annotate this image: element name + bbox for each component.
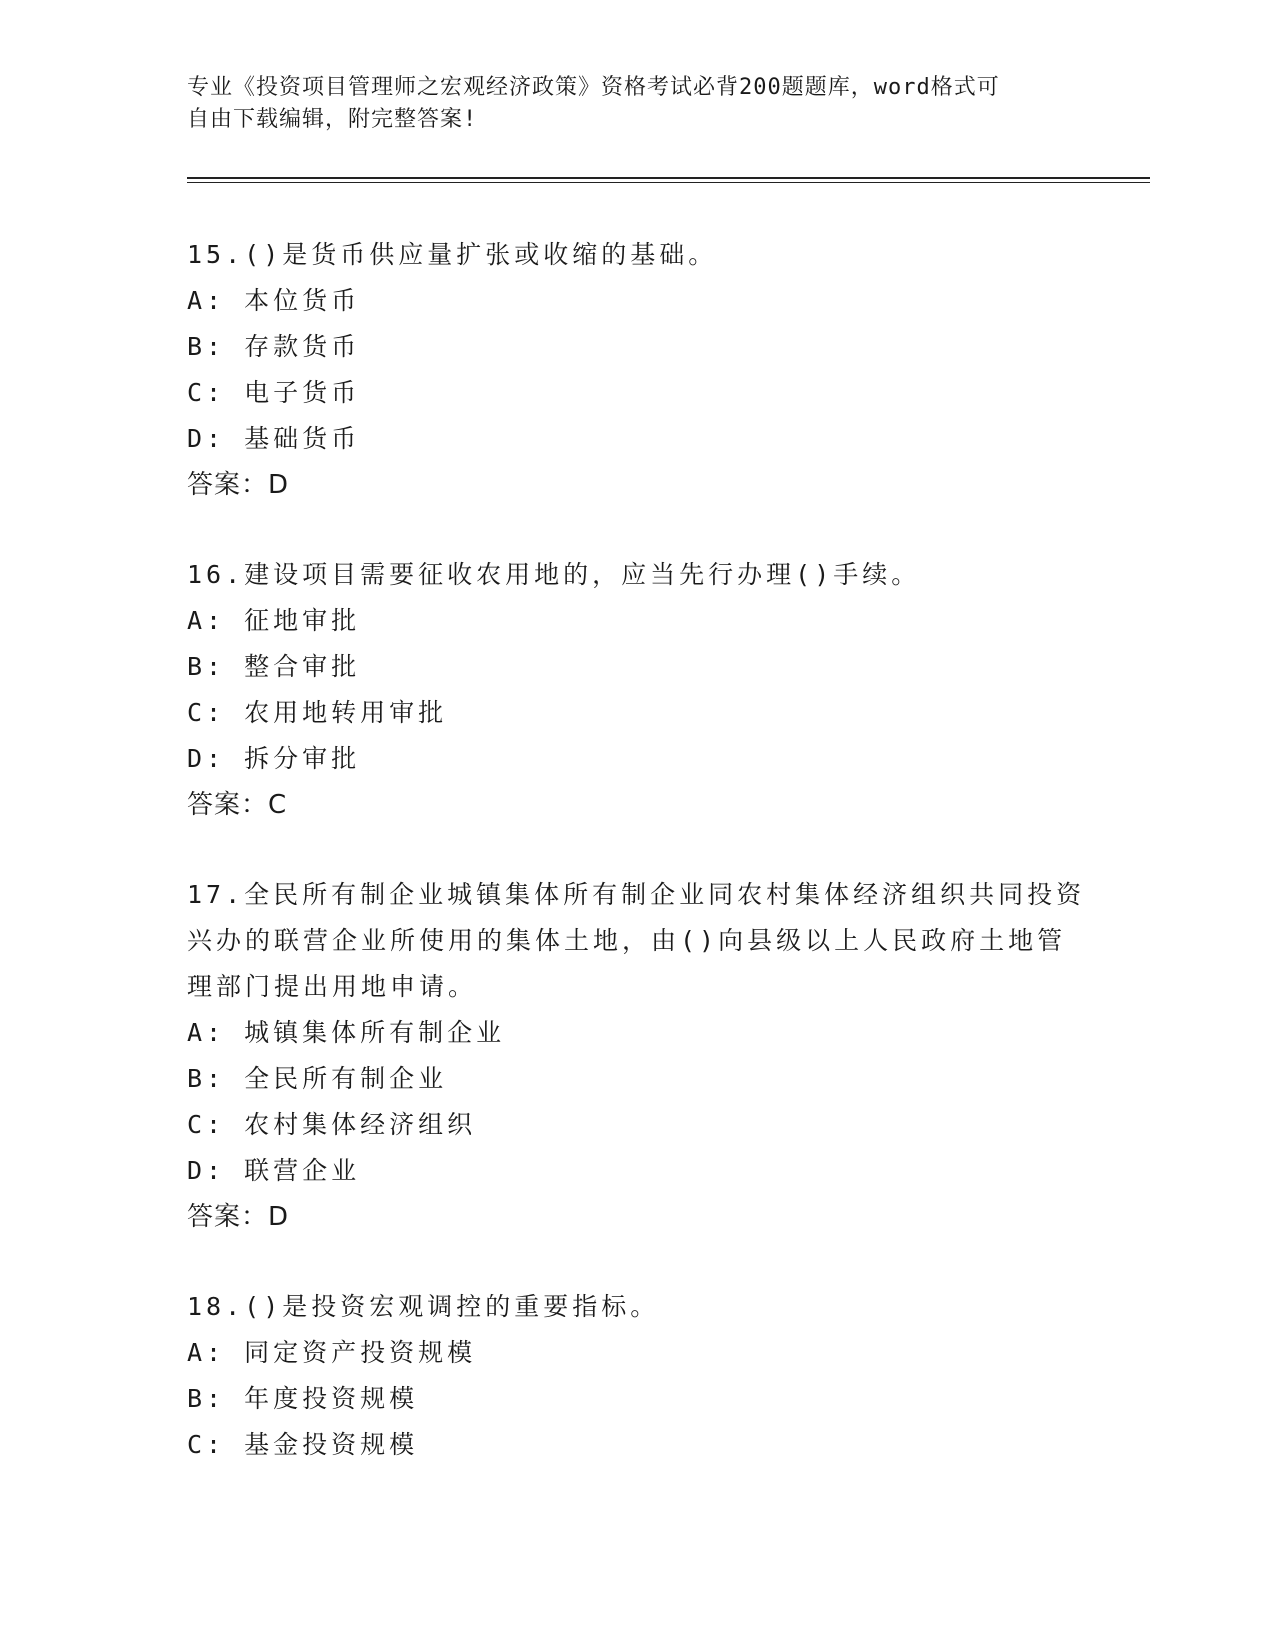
header-line-1: 专业《投资项目管理师之宏观经济政策》资格考试必背200题题库，word格式可 [187, 75, 1000, 100]
question-stem: 18.()是投资宏观调控的重要指标。 [187, 1292, 660, 1321]
question-stem-line-3: 理部门提出用地申请。 [187, 972, 478, 1001]
option-c: C: 农村集体经济组织 [187, 1110, 477, 1139]
option-a: A: 征地审批 [187, 606, 361, 635]
option-d: D: 基础货币 [187, 424, 361, 453]
option-a: A: 城镇集体所有制企业 [187, 1018, 506, 1047]
document-header [187, 72, 1087, 136]
option-c: C: 基金投资规模 [187, 1430, 419, 1459]
question-stem: 15.()是货币供应量扩张或收缩的基础。 [187, 240, 718, 269]
option-a: A: 同定资产投资规模 [187, 1338, 477, 1367]
answer-line: 答案：C [187, 790, 288, 820]
option-c: C: 电子货币 [187, 378, 361, 407]
option-b: B: 存款货币 [187, 332, 361, 361]
header-divider-thick [187, 177, 1150, 179]
question-stem-line-2: 兴办的联营企业所使用的集体土地，由()向县级以上人民政府土地管 [187, 926, 1067, 955]
option-d: D: 拆分审批 [187, 744, 361, 773]
option-b: B: 全民所有制企业 [187, 1064, 448, 1093]
header-divider-thin [187, 182, 1150, 183]
question-stem-line-1: 17.全民所有制企业城镇集体所有制企业同农村集体经济组织共同投资 [187, 880, 1086, 909]
question-16 [187, 552, 1087, 828]
option-b: B: 整合审批 [187, 652, 361, 681]
answer-line: 答案：D [187, 1202, 290, 1232]
question-18 [187, 1284, 1087, 1468]
question-list [187, 232, 1087, 1512]
header-line-2: 自由下载编辑，附完整答案! [187, 107, 478, 132]
option-b: B: 年度投资规模 [187, 1384, 419, 1413]
answer-line: 答案：D [187, 470, 290, 500]
option-d: D: 联营企业 [187, 1156, 361, 1185]
question-17 [187, 872, 1087, 1240]
question-15 [187, 232, 1087, 508]
question-stem: 16.建设项目需要征收农用地的，应当先行办理()手续。 [187, 560, 921, 589]
option-c: C: 农用地转用审批 [187, 698, 448, 727]
option-a: A: 本位货币 [187, 286, 361, 315]
